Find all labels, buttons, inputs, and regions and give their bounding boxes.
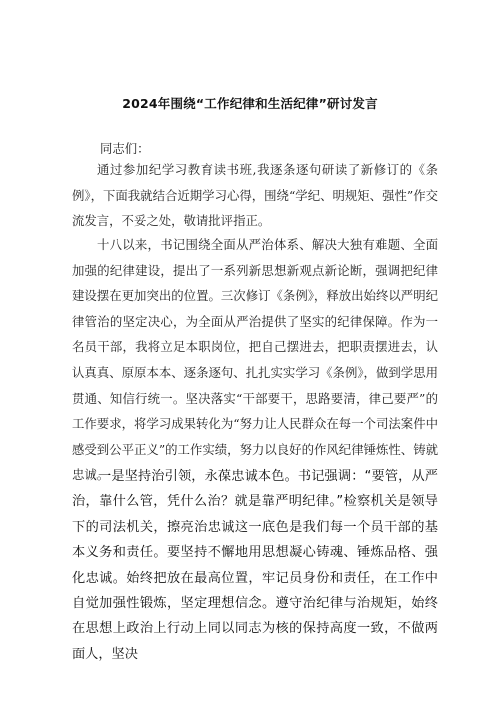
paragraph-intro: 通过参加纪学习教育读书班,我逐条逐句研读了新修订的《条例》，下面我就结合近期学习心得，围绕“学纪、明规矩、强性”作交流发言，不妥之处，敬请批评指正。 — [72, 162, 438, 229]
greeting: 同志们： — [100, 141, 150, 156]
paragraph-point-one: 一是坚持治引领，永葆忠诚本色。书记强调：“要管，从严治，靠什么管，凭什么治？就是靠严明纪律。”检察机关是领导下的司法机关，擦亮治忠诚这一底色是我们每一个员干部的基本义务和责任。要坚持不懈地用思想凝心铸魂、锤炼品格、强化忠诚。始终把放在最高位置，牢记员身份和责任，在工作中自觉加强性锻炼，坚定理想信念。遵守治纪律与治规矩，始终在思想上政治上行动上同以同志为核的保持高度一致，不做两面人，坚决 — [72, 469, 438, 662]
document-title: 2024年围绕“工作纪律和生活纪律”研讨发言 — [122, 96, 378, 111]
paragraph-background: 十八以来，书记围绕全面从严治体系、解决大独有难题、全面加强的纪律建设，提出了一系列新思想新观点新论断，强调把纪律建设摆在更加突出的位置。三次修订《条例》，释放出始终以严明纪律管治的坚定决心，为全面从严治提供了坚实的纪律保障。作为一名员干部，我将立足本职岗位，把自己摆进去，把职责摆进去，认认真真、原原本本、逐条逐句、扎扎实实学习《条例》，做到学思用贯通、知信行统一。坚决落实“干部要干，思路要清，律己要严”的工作要求，将学习成果转化为“努力让人民群众在每一个司法案件中感受到公平正义”的工作实绩，努力以良好的作风纪律锤炼性、铸就忠诚。 — [72, 237, 438, 483]
